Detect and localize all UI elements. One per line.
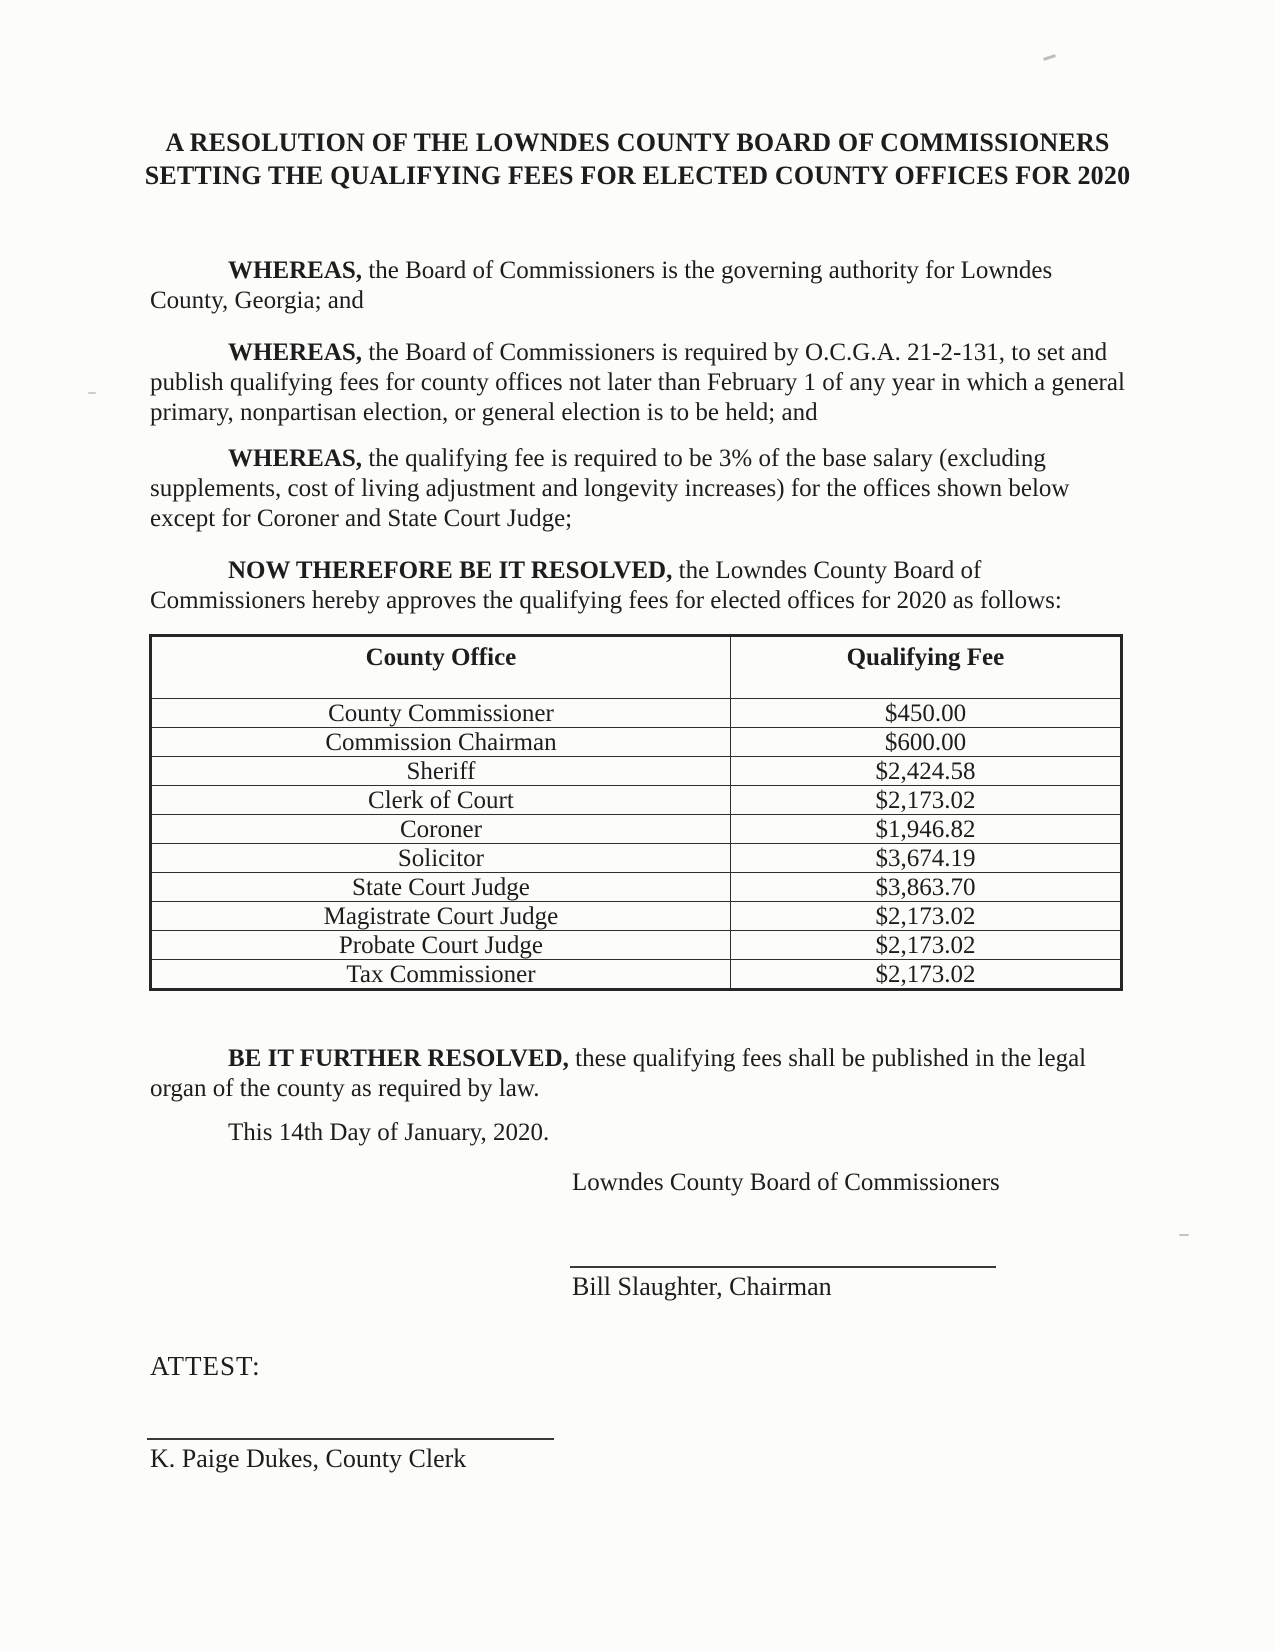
paragraph-text: the Lowndes County Board of Commissioners hereby approves the qualifying fees for elected offices for 2020 as follows: bbox=[150, 557, 1062, 614]
qualifying-fee-cell: $3,863.70 bbox=[730, 873, 1121, 902]
table-row bbox=[151, 815, 1122, 844]
paragraph-lead: NOW THEREFORE BE IT RESOLVED, bbox=[228, 557, 673, 584]
paragraph-text: the Board of Commissioners is the governing authority for Lowndes County, Georgia; and bbox=[150, 257, 1053, 314]
further-resolved-paragraph bbox=[150, 1044, 1127, 1104]
paragraph-text: the qualifying fee is required to be 3% of the base salary (excluding supplements, cost of living adjustment and longevity increases) for the offices shown below except for Coroner and State Court Judge; bbox=[150, 445, 1070, 532]
county-office-cell: Probate Court Judge bbox=[151, 931, 731, 960]
qualifying-fee-cell: $2,173.02 bbox=[730, 960, 1121, 990]
county-office-cell: Coroner bbox=[151, 815, 731, 844]
table-header-row bbox=[151, 636, 1122, 699]
county-office-cell: Sheriff bbox=[151, 757, 731, 786]
chairman-name-label: Bill Slaughter, Chairman bbox=[572, 1272, 832, 1301]
date-line: This 14th Day of January, 2020. bbox=[228, 1119, 550, 1146]
chairman-signature-line bbox=[570, 1266, 996, 1268]
attest-label: ATTEST: bbox=[150, 1351, 261, 1381]
table-row bbox=[151, 786, 1122, 815]
qualifying-fee-cell: $3,674.19 bbox=[730, 844, 1121, 873]
table-row bbox=[151, 728, 1122, 757]
table-row bbox=[151, 873, 1122, 902]
table-row bbox=[151, 757, 1122, 786]
qualifying-fee-cell: $600.00 bbox=[730, 728, 1121, 757]
paragraph-text: these qualifying fees shall be published in the legal organ of the county as required by law. bbox=[150, 1045, 1087, 1102]
county-office-cell: Magistrate Court Judge bbox=[151, 902, 731, 931]
whereas-paragraph-1 bbox=[150, 256, 1127, 316]
county-office-cell: Commission Chairman bbox=[151, 728, 731, 757]
qualifying-fees-table bbox=[149, 634, 1123, 991]
paragraph-text: the Board of Commissioners is required by O.C.G.A. 21-2-131, to set and publish qualifying fees for county offices not later than February 1 of any year in which a general primary, nonpartisan election, or general election is to be held; and bbox=[150, 339, 1125, 426]
table-row bbox=[151, 902, 1122, 931]
qualifying-fee-cell: $450.00 bbox=[730, 699, 1121, 728]
qualifying-fee-cell: $2,424.58 bbox=[730, 757, 1121, 786]
paragraph-lead: WHEREAS, bbox=[228, 257, 363, 284]
clerk-signature-line bbox=[147, 1438, 554, 1440]
table-row bbox=[151, 931, 1122, 960]
scan-artifact bbox=[1043, 54, 1056, 61]
table-row bbox=[151, 699, 1122, 728]
table-row bbox=[151, 844, 1122, 873]
paragraph-lead: WHEREAS, bbox=[228, 339, 363, 366]
county-office-cell: County Commissioner bbox=[151, 699, 731, 728]
paragraph-lead: WHEREAS, bbox=[228, 445, 363, 472]
document-title bbox=[70, 126, 1205, 192]
title-line-1: A RESOLUTION OF THE LOWNDES COUNTY BOARD OF COMMISSIONERS bbox=[165, 128, 1110, 157]
table-row bbox=[151, 960, 1122, 990]
county-office-cell: Clerk of Court bbox=[151, 786, 731, 815]
whereas-paragraph-2 bbox=[150, 338, 1127, 428]
county-office-cell: Solicitor bbox=[151, 844, 731, 873]
qualifying-fee-cell: $2,173.02 bbox=[730, 902, 1121, 931]
column-header-qualifying-fee: Qualifying Fee bbox=[730, 636, 1121, 699]
qualifying-fee-cell: $1,946.82 bbox=[730, 815, 1121, 844]
qualifying-fee-cell: $2,173.02 bbox=[730, 786, 1121, 815]
clerk-name-label: K. Paige Dukes, County Clerk bbox=[150, 1444, 467, 1473]
scan-artifact bbox=[1179, 1234, 1189, 1236]
qualifying-fee-cell: $2,173.02 bbox=[730, 931, 1121, 960]
county-office-cell: State Court Judge bbox=[151, 873, 731, 902]
column-header-county-office: County Office bbox=[151, 636, 731, 699]
paragraph-lead: BE IT FURTHER RESOLVED, bbox=[228, 1045, 569, 1072]
board-name-line: Lowndes County Board of Commissioners bbox=[572, 1169, 1000, 1196]
county-office-cell: Tax Commissioner bbox=[151, 960, 731, 990]
title-line-2: SETTING THE QUALIFYING FEES FOR ELECTED COUNTY OFFICES FOR 2020 bbox=[144, 161, 1131, 190]
resolved-paragraph bbox=[150, 556, 1127, 616]
whereas-paragraph-3 bbox=[150, 444, 1127, 534]
scan-artifact bbox=[88, 392, 96, 394]
